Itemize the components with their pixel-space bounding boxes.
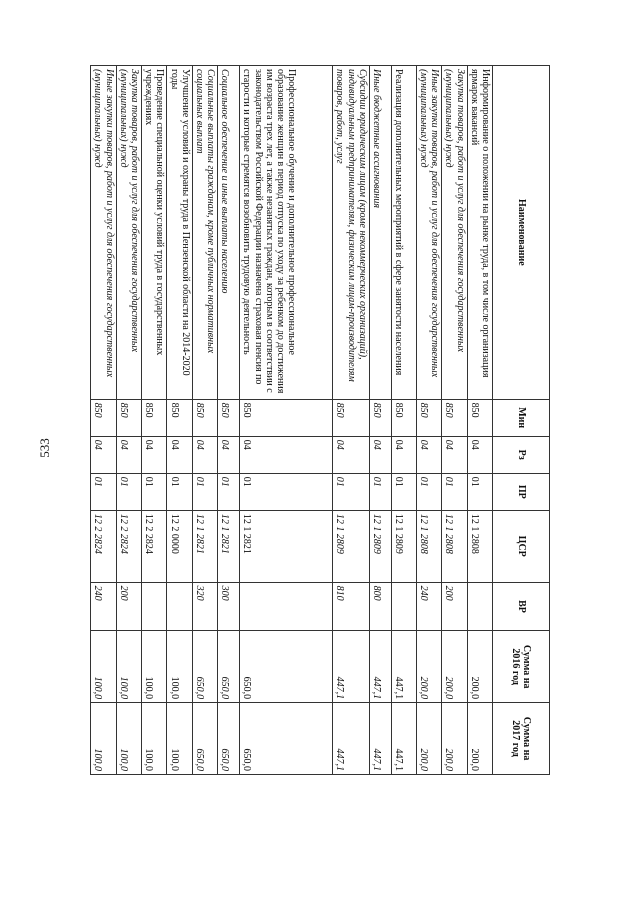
table-row xyxy=(192,66,217,775)
row-sum-2016: 100,0 xyxy=(141,631,166,703)
row-csr: 12 1 2809 xyxy=(333,510,370,582)
header-sum-2016: Сумма на 2016 год xyxy=(493,631,550,703)
row-min: 850 xyxy=(91,399,116,436)
row-sum-2017: 100,0 xyxy=(167,703,192,775)
row-pr: 01 xyxy=(91,473,116,510)
row-min: 850 xyxy=(218,399,240,436)
row-vr xyxy=(240,582,333,631)
row-sum-2016: 200,0 xyxy=(416,631,441,703)
row-sum-2017: 100,0 xyxy=(91,703,116,775)
row-vr: 300 xyxy=(218,582,240,631)
row-min: 850 xyxy=(192,399,217,436)
row-vr: 240 xyxy=(416,582,441,631)
table-row xyxy=(116,66,141,775)
row-csr: 12 1 2821 xyxy=(218,510,240,582)
table-row xyxy=(333,66,370,775)
row-pr: 01 xyxy=(240,473,333,510)
row-name: Социальное обеспечение и иные выплаты населению xyxy=(218,66,240,400)
table-row xyxy=(167,66,192,775)
row-csr: 12 1 2809 xyxy=(391,510,416,582)
row-sum-2017: 200,0 xyxy=(467,703,492,775)
header-pr: ПР xyxy=(493,473,550,510)
row-sum-2017: 100,0 xyxy=(141,703,166,775)
row-name: Социальные выплаты гражданам, кроме публичных нормативных социальных выплат xyxy=(192,66,217,400)
row-vr: 810 xyxy=(333,582,370,631)
row-min: 850 xyxy=(442,399,467,436)
row-sum-2016: 650,0 xyxy=(218,631,240,703)
row-sum-2017: 650,0 xyxy=(218,703,240,775)
row-sum-2016: 447,1 xyxy=(369,631,391,703)
row-sum-2017: 200,0 xyxy=(416,703,441,775)
table-row xyxy=(240,66,333,775)
row-vr xyxy=(391,582,416,631)
row-pr: 01 xyxy=(333,473,370,510)
row-pr: 01 xyxy=(369,473,391,510)
row-rz: 04 xyxy=(116,436,141,473)
row-vr xyxy=(467,582,492,631)
row-name: Иные бюджетные ассигнования xyxy=(369,66,391,400)
row-rz: 04 xyxy=(391,436,416,473)
table-row xyxy=(141,66,166,775)
row-min: 850 xyxy=(467,399,492,436)
row-sum-2017: 447,1 xyxy=(391,703,416,775)
row-rz: 04 xyxy=(467,436,492,473)
row-min: 850 xyxy=(333,399,370,436)
row-pr: 01 xyxy=(167,473,192,510)
row-name: Закупка товаров, работ и услуг для обеспечения государственных (муниципальных) нужд xyxy=(116,66,141,400)
table-row xyxy=(91,66,116,775)
row-csr: 12 2 2824 xyxy=(91,510,116,582)
row-csr: 12 2 2824 xyxy=(116,510,141,582)
row-sum-2016: 200,0 xyxy=(467,631,492,703)
row-rz: 04 xyxy=(167,436,192,473)
row-vr: 200 xyxy=(442,582,467,631)
row-sum-2017: 200,0 xyxy=(442,703,467,775)
row-rz: 04 xyxy=(333,436,370,473)
row-vr: 200 xyxy=(116,582,141,631)
row-pr: 01 xyxy=(391,473,416,510)
row-min: 850 xyxy=(369,399,391,436)
row-min: 850 xyxy=(167,399,192,436)
row-pr: 01 xyxy=(116,473,141,510)
row-sum-2016: 100,0 xyxy=(167,631,192,703)
row-vr: 320 xyxy=(192,582,217,631)
row-csr: 12 2 0000 xyxy=(167,510,192,582)
table-row xyxy=(218,66,240,775)
row-name: Иные закупки товаров, работ и услуг для обеспечения государственных (муниципальных) нужд xyxy=(91,66,116,400)
budget-table xyxy=(90,65,550,775)
header-name: Наименование xyxy=(493,66,550,400)
row-rz: 04 xyxy=(442,436,467,473)
row-csr: 12 1 2821 xyxy=(240,510,333,582)
row-sum-2016: 650,0 xyxy=(240,631,333,703)
row-name: Реализация дополнительных мероприятий в сфере занятости населения xyxy=(391,66,416,400)
row-rz: 04 xyxy=(141,436,166,473)
header-sum-2017: Сумма на 2017 год xyxy=(493,703,550,775)
row-vr xyxy=(141,582,166,631)
row-pr: 01 xyxy=(416,473,441,510)
row-csr: 12 1 2808 xyxy=(416,510,441,582)
row-sum-2016: 650,0 xyxy=(192,631,217,703)
table-row xyxy=(442,66,467,775)
row-sum-2017: 100,0 xyxy=(116,703,141,775)
header-csr: ЦСР xyxy=(493,510,550,582)
row-vr: 800 xyxy=(369,582,391,631)
row-sum-2017: 650,0 xyxy=(192,703,217,775)
row-sum-2017: 447,1 xyxy=(369,703,391,775)
row-min: 850 xyxy=(141,399,166,436)
row-pr: 01 xyxy=(442,473,467,510)
header-rz: Рз xyxy=(493,436,550,473)
row-sum-2016: 447,1 xyxy=(391,631,416,703)
header-vr: ВР xyxy=(493,582,550,631)
row-name: Субсидии юридическим лицам (кроме некоммерческих организаций), индивидуальным предпринимателям, физическим лицам-производителям товаров, работ, услуг xyxy=(333,66,370,400)
page-number: 533 xyxy=(37,438,52,458)
row-sum-2016: 100,0 xyxy=(116,631,141,703)
row-csr: 12 1 2808 xyxy=(467,510,492,582)
table-row xyxy=(391,66,416,775)
table-header-row xyxy=(493,66,550,775)
row-rz: 04 xyxy=(192,436,217,473)
row-csr: 12 2 2824 xyxy=(141,510,166,582)
row-pr: 01 xyxy=(192,473,217,510)
row-pr: 01 xyxy=(467,473,492,510)
row-rz: 04 xyxy=(91,436,116,473)
row-name: Информирование о положении на рынке труда, в том числе организация ярмарок вакансий xyxy=(467,66,492,400)
row-min: 850 xyxy=(116,399,141,436)
row-rz: 04 xyxy=(240,436,333,473)
row-min: 850 xyxy=(416,399,441,436)
row-vr: 240 xyxy=(91,582,116,631)
row-csr: 12 1 2821 xyxy=(192,510,217,582)
row-sum-2016: 200,0 xyxy=(442,631,467,703)
row-rz: 04 xyxy=(416,436,441,473)
row-name: Проведение специальной оценки условий труда в государственных учреждениях xyxy=(141,66,166,400)
row-rz: 04 xyxy=(218,436,240,473)
row-rz: 04 xyxy=(369,436,391,473)
row-pr: 01 xyxy=(141,473,166,510)
table-row xyxy=(416,66,441,775)
row-vr xyxy=(167,582,192,631)
row-pr: 01 xyxy=(218,473,240,510)
row-sum-2016: 447,1 xyxy=(333,631,370,703)
row-csr: 12 1 2809 xyxy=(369,510,391,582)
row-name: Улучшение условий и охраны труда в Пензенской области на 2014-2020 годы xyxy=(167,66,192,400)
row-sum-2017: 650,0 xyxy=(240,703,333,775)
table-row xyxy=(467,66,492,775)
row-sum-2017: 447,1 xyxy=(333,703,370,775)
row-name: Закупка товаров, работ и услуг для обеспечения государственных (муниципальных) нужд xyxy=(442,66,467,400)
row-min: 850 xyxy=(240,399,333,436)
row-name: Профессиональное обучение и дополнительное профессиональное образование женщин в период отпуска по уходу за ребенком до достижения им возраста трех лет, а также незанятых граждан, которым в соответствии с законодательством Российской Федерации назначена страховая пенсия по старости и которые стремятся возобновить трудовую деятельность xyxy=(240,66,333,400)
header-min: Мин xyxy=(493,399,550,436)
row-min: 850 xyxy=(391,399,416,436)
row-csr: 12 1 2808 xyxy=(442,510,467,582)
row-sum-2016: 100,0 xyxy=(91,631,116,703)
table-row xyxy=(369,66,391,775)
row-name: Иные закупки товаров, работ и услуг для обеспечения государственных (муниципальных) нужд xyxy=(416,66,441,400)
